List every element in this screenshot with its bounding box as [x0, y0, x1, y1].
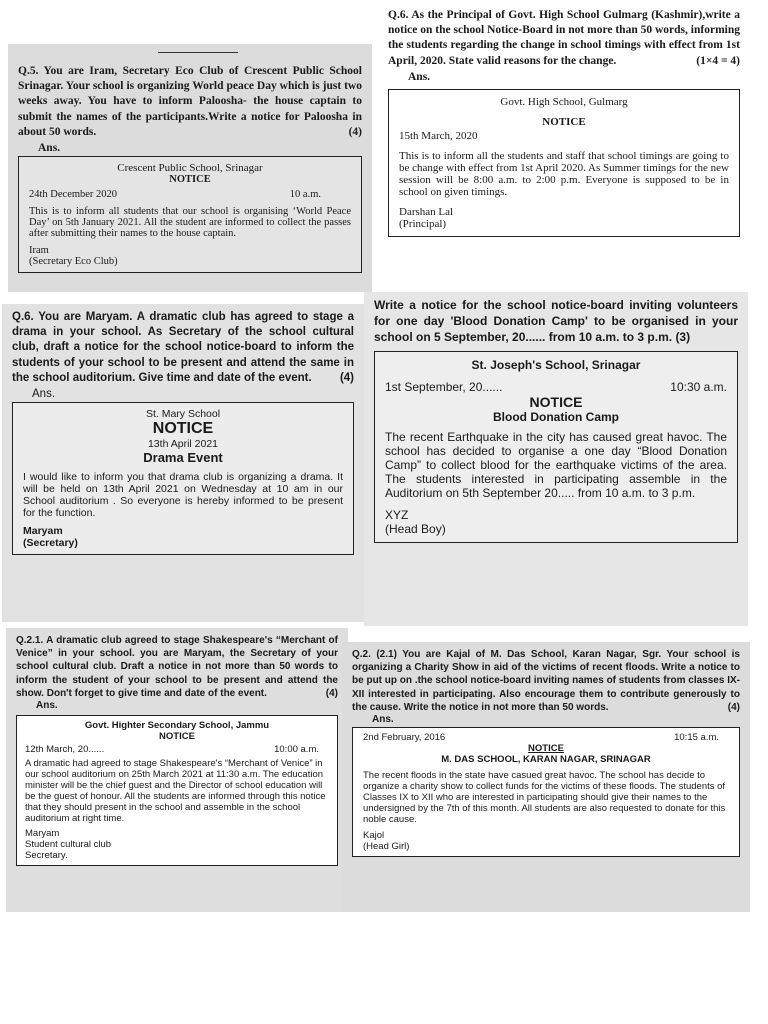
- question-text: Q.5. You are Iram, Secretary Eco Club of Crescent Public School Srinagar. Your school is organizing World peace Day which is just two weeks away. You have to inform Paloosha- the house captain to submit the names of the participants.Write a notice for Paloosha in about 50 words. (4): [18, 64, 362, 140]
- notice-box: [388, 89, 740, 237]
- notice-body: The recent floods in the state have casued great havoc. The school has decide to organize a charity show to collect funds for the victims of these floods. The students of Classes IX to XII who are interested in participating should give their names to the undersigned by the 7th of this month. All students are also requested to donate for this noble cause.: [363, 769, 726, 825]
- event-title: Drama Event: [143, 449, 223, 465]
- notice-heading: NOTICE: [529, 394, 583, 411]
- notice-time: 10:30 a.m.: [670, 380, 727, 395]
- marks: (3): [675, 329, 691, 344]
- notice-body: A dramatic had agreed to stage Shakespeare's “Merchant of Venice” in our school auditorium on 25th March 2021 at 11:30 a.m. The education minister will be the chief guest and the Director of school education will be the guest of honour. All the students are informed through this notice that they should present in the school and assemble in the school auditorium at right time.: [25, 757, 326, 824]
- notice-time: 10 a.m.: [289, 188, 321, 200]
- notice-box: [18, 156, 362, 273]
- school-name: Govt. Highter Secondary School, Jammu: [84, 719, 270, 731]
- notice-clip-blood-donation: [364, 292, 748, 626]
- answer-label: Ans.: [38, 141, 61, 154]
- marks: (4): [727, 701, 740, 713]
- notice-date: 13th April 2021: [147, 437, 219, 450]
- divider: [158, 52, 238, 53]
- signatory-name: Darshan Lal: [399, 205, 454, 218]
- notice-clip-merchant-of-venice: [6, 628, 348, 912]
- answer-label: Ans.: [408, 70, 431, 83]
- notice-clip-school-timings: [378, 0, 750, 292]
- signatory-designation: (Principal): [399, 217, 447, 230]
- notice-box: [352, 727, 740, 857]
- question-text: Write a notice for the school notice-board inviting volunteers for one day 'Blood Donation Camp' to be organised in your school on 5 September, 20...... from 10 a.m. to 3 p.m. (3): [374, 298, 738, 344]
- marks: (4): [325, 687, 338, 699]
- signatory-name: Iram: [29, 244, 49, 256]
- signatory-designation: (Head Boy): [385, 522, 446, 537]
- marks: (1×4 = 4): [696, 54, 740, 67]
- answer-label: Ans.: [372, 713, 394, 725]
- school-name: St. Mary School: [145, 407, 221, 420]
- notice-heading: NOTICE: [152, 419, 214, 437]
- school-name: St. Joseph's School, Srinagar: [471, 358, 641, 373]
- notice-time: 10:15 a.m.: [674, 731, 719, 743]
- notice-body: This is to inform all students that our school is organising ‘World Peace Day’ on 5th January 2021. All the student are informed to collect the passes after submitting their names to the house captain.: [29, 205, 351, 239]
- notice-clip-drama: [2, 304, 364, 622]
- question-text: Q.2. (2.1) You are Kajal of M. Das School, Karan Nagar, Sgr. Your school is organizing a Charity Show in aid of the victims of recent floods. Write a notice to be put up on .the school notice-board inviting names of students from classes IX-XII interested in participating. Also encourage them to contribute generously to the cause. Write the notice in not more than 50 words. (4): [352, 649, 740, 713]
- notice-body: I would like to inform you that drama club is organizing a drama. It will be held on 13th April 2021 on Wednesday at 10 am in our School auditorium . So everyone is hereby informed to be present for the function.: [23, 470, 343, 519]
- answer-label: Ans.: [36, 699, 58, 711]
- signatory-designation: (Head Girl): [363, 840, 410, 852]
- notice-body: This is to inform all the students and staff that school timings are going to be change with effect from 1st April 2020. As Summer timings for the new session will be 8:00 a.m. to 2:00 p.m. Everyone is supposed to be in school on given timings.: [399, 149, 729, 198]
- notice-clip-eco-club: [8, 44, 372, 292]
- notice-clip-charity-show: [342, 642, 750, 912]
- question-text: Q.6. As the Principal of Govt. High School Gulmarg (Kashmir),write a notice on the school Notice-Board in not more than 50 words, informing the students regarding the change in school timings with effect from 1st April, 2020. State valid reasons for the change. (1×4 = 4): [388, 8, 740, 69]
- notice-date: 12th March, 20......: [25, 743, 105, 755]
- signatory-name: Maryam: [25, 827, 60, 839]
- signatory-designation: (Secretary Eco Club): [29, 255, 118, 267]
- school-name: M. DAS SCHOOL, KARAN NAGAR, SRINAGAR: [441, 753, 651, 765]
- signatory-designation: (Secretary): [23, 536, 78, 549]
- event-title: Blood Donation Camp: [493, 410, 619, 425]
- question-text: Q.6. You are Maryam. A dramatic club has agreed to stage a drama in your school. As Secretary of the school cultural club, draft a notice for the school notice-board to inform the students of your school to be present and attend the same in the school auditorium. Give time and date of the event. (4): [12, 310, 354, 386]
- notice-date: 1st September, 20......: [385, 380, 503, 395]
- notice-body: The recent Earthquake in the city has caused great havoc. The school has decided to organise a one day “Blood Donation Camp” to collect blood for the earthquake victims of the area. The students interested in participating assemble in the Auditorium on 5th September 20..... from 10 a.m. to 3 p.m.: [385, 430, 727, 501]
- signatory-name: XYZ: [385, 508, 409, 523]
- signatory-designation: Student cultural club: [25, 838, 112, 850]
- notice-heading: NOTICE: [169, 173, 211, 185]
- marks: (4): [348, 125, 362, 138]
- notice-date: 2nd February, 2016: [363, 731, 446, 743]
- question-text: Q.2.1. A dramatic club agreed to stage Shakespeare's “Merchant of Venice” in your school. you are Maryam, the Secretary of your school cultural club. Draft a notice in not more than 50 words to inform the student of your school to be present and attend the show. Don't forget to give time and date of the event. (4): [16, 635, 338, 699]
- school-name: Crescent Public School, Srinagar: [117, 161, 263, 174]
- notice-heading: NOTICE: [159, 730, 195, 742]
- notice-box: [16, 715, 338, 866]
- school-name: Govt. High School, Gulmarg: [500, 95, 628, 108]
- notice-box: [374, 351, 738, 543]
- marks: (4): [339, 371, 354, 384]
- signatory-name: Maryam: [23, 524, 63, 537]
- notice-heading: NOTICE: [542, 115, 586, 128]
- answer-label: Ans.: [32, 387, 56, 400]
- notice-time: 10:00 a.m.: [274, 743, 319, 755]
- signatory-name: Kajol: [363, 829, 385, 841]
- notice-heading: NOTICE: [528, 742, 564, 754]
- notice-date: 15th March, 2020: [399, 129, 478, 142]
- signatory-designation: Secretary.: [25, 849, 68, 861]
- notice-box: [12, 402, 354, 555]
- notice-date: 24th December 2020: [29, 188, 118, 200]
